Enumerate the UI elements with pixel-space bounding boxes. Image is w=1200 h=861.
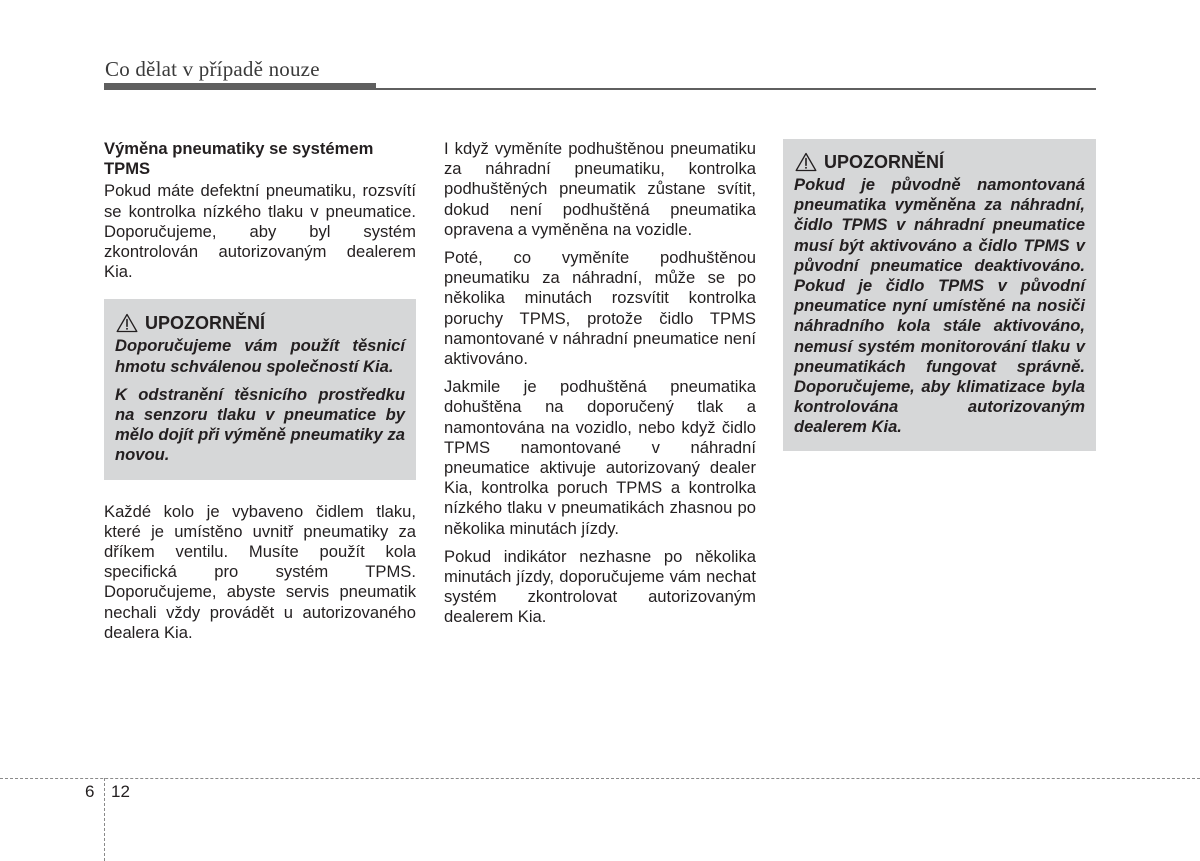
warning-heading (115, 311, 405, 335)
paragraph: Poté, co vyměníte podhuštěnou pneumatiku za náhradní, může se po několika minutách rozsvítit kontrolka poruchy TPMS, protože čidlo TPMS namontované v náhradní pneumatice není aktivováno. (444, 248, 756, 369)
chapter-number: 6 (85, 782, 95, 801)
paragraph: Pokud indikátor nezhasne po několika minutách jízdy, doporučujeme vám nechat systém zkontrolovat autorizovaným dealerem Kia. (444, 546, 756, 627)
header-rule (104, 88, 1096, 90)
warning-heading (794, 150, 1085, 174)
column-2 (444, 139, 756, 636)
warning-text: Pokud je původně namontovaná pneumatika vyměněna za náhradní, čidlo TPMS v náhradní pneumatice musí být aktivováno a čidlo TPMS v původní pneumatice deaktivováno. Pokud je čidlo TPMS v původní pneumatice nyní umístěné na nosiči náhradního kola stále aktivováno, nemusí systém monitorování tlaku v pneumatikách fungovat správně. Doporučujeme, aby klimatizace byla kontrolována autorizovaným dealerem Kia. (794, 175, 1085, 437)
warning-box (783, 139, 1096, 451)
paragraph: Každé kolo je vybaveno čidlem tlaku, které je umístěno uvnitř pneumatiky za dříkem ventilu. Musíte použít kola specifická pro systém TPMS. Doporučujeme, abyste servis pneumatik nechali vždy provádět u autorizovaného dealera Kia. (104, 501, 416, 642)
column-3 (783, 139, 1096, 473)
warning-triangle-icon (116, 313, 138, 333)
section-title: Výměna pneumatiky se systémem TPMS (104, 139, 374, 179)
paragraph: Jakmile je podhuštěná pneumatika dohuštěna na doporučený tlak a namontována na vozidlo, nebo když čidlo TPMS namontované v náhradní pneumatice aktivuje autorizovaný dealer Kia, kontrolka poruch TPMS a kontrolka nízkého tlaku v pneumatikách zhasnou po několika minutách jízdy. (444, 377, 756, 538)
footer-divider (104, 778, 105, 861)
warning-title: UPOZORNĚNÍ (145, 313, 266, 334)
footer-rule (0, 778, 1200, 779)
warning-box (104, 299, 416, 479)
paragraph: I když vyměníte podhuštěnou pneumatiku za náhradní pneumatiku, kontrolka podhuštěných pneumatik zůstane svítit, dokud není podhuštěná pneumatika opravena a vyměněna na vozidle. (444, 139, 756, 239)
page-header-title: Co dělat v případě nouze (105, 57, 320, 81)
page-number: 12 (111, 782, 130, 801)
warning-text: K odstranění těsnicího prostředku na senzoru tlaku v pneumatice by mělo dojít při výměně pneumatiky za novou. (115, 384, 405, 465)
warning-triangle-icon (795, 152, 817, 172)
paragraph: Pokud máte defektní pneumatiku, rozsvítí se kontrolka nízkého tlaku v pneumatice. Doporučujeme, aby byl systém zkontrolován autorizovaným dealerem Kia. (104, 181, 416, 282)
warning-text: Doporučujeme vám použít těsnicí hmotu schválenou společností Kia. (115, 336, 405, 376)
warning-title: UPOZORNĚNÍ (824, 152, 945, 172)
column-1 (104, 139, 416, 651)
